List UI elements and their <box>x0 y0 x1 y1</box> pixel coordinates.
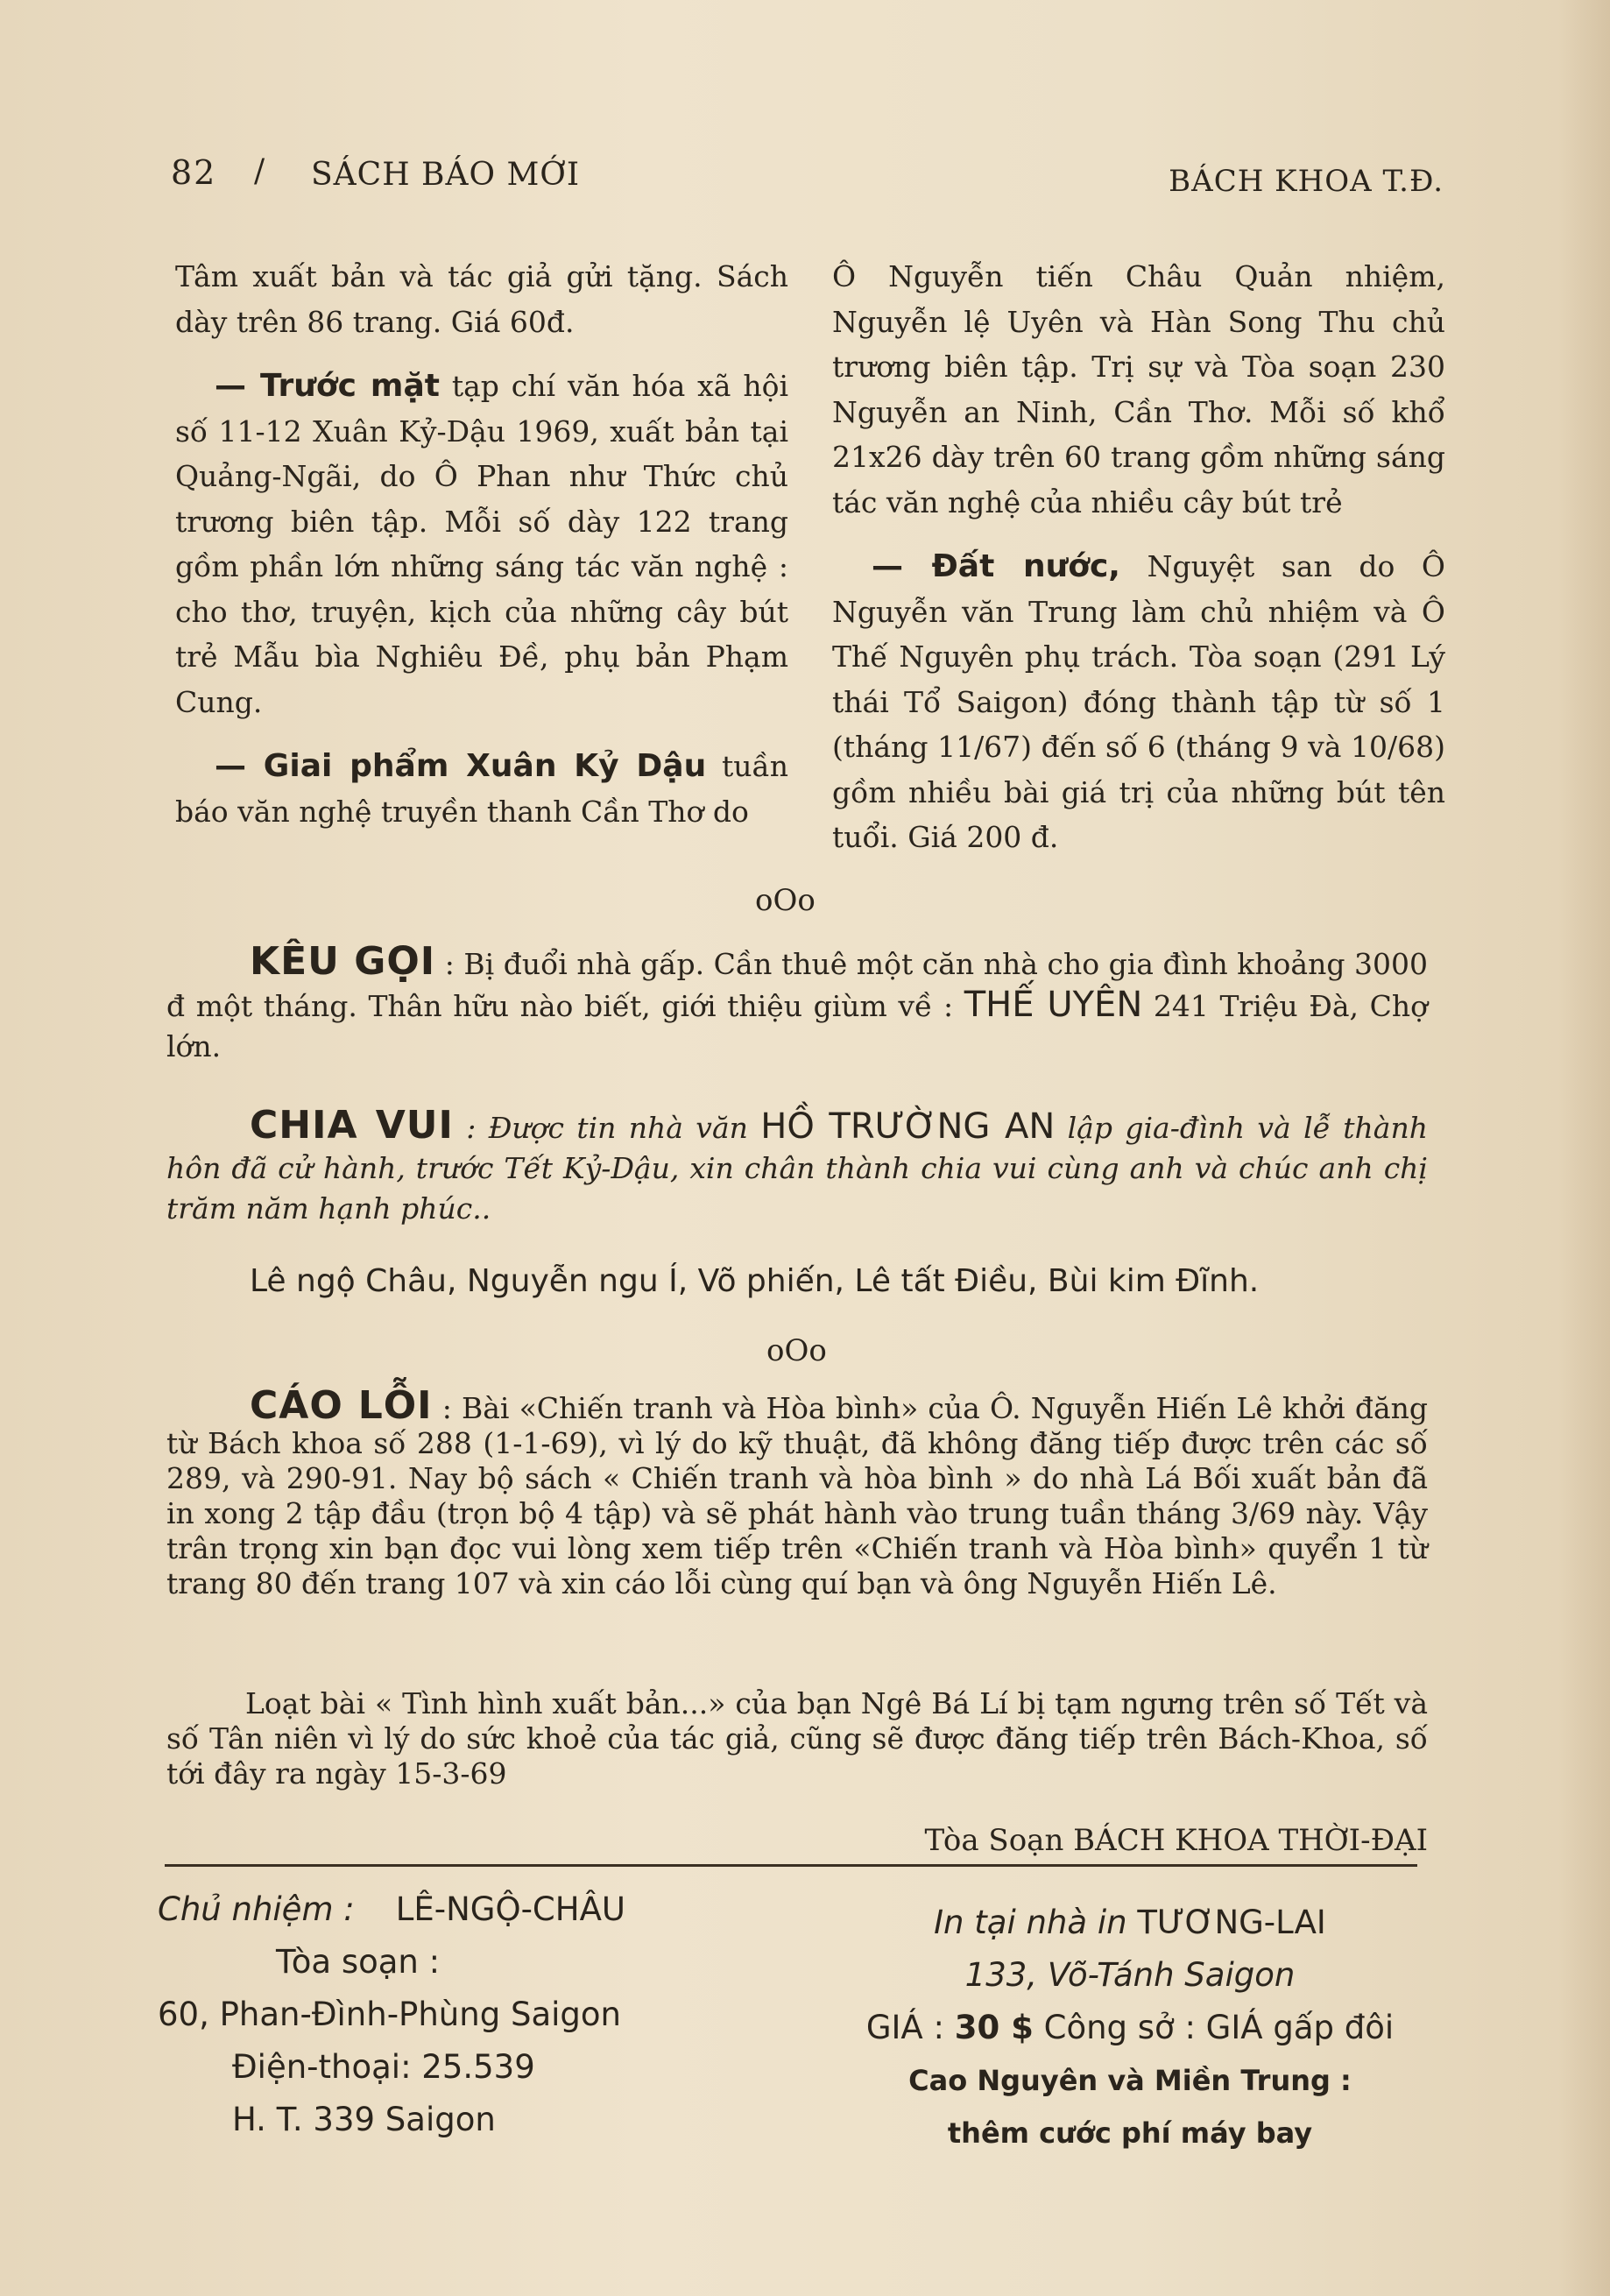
right-paragraph-1: Ô Nguyễn tiến Châu Quản nhiệm, Nguyễn lệ Uyên và Hàn Song Thu chủ trương biên tập. Trị sự và Tòa soạn 230 Nguyễn an Ninh, Cần Thơ. Mỗi số khổ 21x26 dày trên 60 trang gồm những sáng tác văn nghệ của nhiều cây bút trẻ <box>832 259 1445 519</box>
cao-loi-text: : Bài «Chiến tranh và Hòa bình» của Ô. Nguyễn Hiến Lê khởi đăng từ Bách khoa số 288 (1-1-69), vì lý do kỹ thuật, đã không đăng tiếp được trên các số 289, và 290-91. Nay bộ sách « Chiến tranh và hòa bình » do nhà Lá Bối xuất bản đã in xong 2 tập đầu (trọn bộ 4 tập) và sẽ phát hành vào trung tuần tháng 3/69 này. Vậy trân trọng xin bạn đọc vui lòng xem tiếp trên «Chiến tranh và Hòa bình» quyển 1 từ trang 80 đến trang 107 và xin cáo lỗi cùng quí bạn và ông Nguyễn Hiến Lê. <box>166 1391 1428 1600</box>
journal-title: BÁCH KHOA T.Đ. <box>1169 164 1444 199</box>
giai-pham-title: — Giai phẩm Xuân Kỷ Dậu <box>215 748 707 784</box>
printer-name: TƯƠNG-LAI <box>1137 1904 1326 1941</box>
right-column <box>832 254 1445 880</box>
printed-at-label: In tại nhà in <box>934 1904 1127 1941</box>
cao-loi-paragraph-2: Loạt bài « Tình hình xuất bản...» của bạn Ngê Bá Lí bị tạm ngưng trên số Tết và số Tân niên vì lý do sức khoẻ của tác giả, cũng sẽ được đăng tiếp trên Bách-Khoa, số tới đây ra ngày 15-3-69 <box>166 1686 1428 1791</box>
divider-2: oOo <box>766 1333 827 1368</box>
dat-nuoc-text: Nguyệt san do Ô Nguyễn văn Trung làm chủ nhiệm và Ô Thế Nguyên phụ trách. Tòa soạn (291 Lý thái Tổ Saigon) đóng thành tập từ số 1 (tháng 11/67) đến số 6 (tháng 9 và 10/68) gồm nhiều bài giá trị của những bút tên tuổi. Giá 200 đ. <box>832 549 1445 854</box>
giai-pham-text: tuần báo văn nghệ truyền thanh Cần Thơ do <box>175 749 788 829</box>
chia-vui-name: HỒ TRƯỜNG AN <box>760 1106 1056 1147</box>
left-column <box>175 254 788 853</box>
chia-vui-notice <box>166 1103 1428 1229</box>
chia-vui-text-b: lập gia-đình và lễ thành hôn đã cử hành, trước Tết Kỷ-Dậu, xin chân thành chia vui cùng anh và chúc anh chị trăm năm hạnh phúc.. <box>166 1111 1428 1226</box>
chia-vui-text-a: : Được tin nhà văn <box>453 1111 761 1145</box>
printer-address: 133, Võ-Tánh Saigon <box>964 1956 1296 1994</box>
dat-nuoc-title: — Đất nước, <box>872 548 1120 584</box>
phone-number: Điện-thoại: 25.539 <box>232 2048 535 2086</box>
page-number: 82 <box>171 153 217 192</box>
chu-nhiem-line <box>158 1883 771 1936</box>
chia-vui-signers: Lê ngộ Châu, Nguyễn ngu Í, Võ phiến, Lê tất Điều, Bùi kim Đĩnh. <box>250 1263 1260 1299</box>
keu-goi-name: THẾ UYÊN <box>964 985 1143 1025</box>
divider-1: oOo <box>755 883 816 918</box>
toa-soan-label: Tòa soạn : <box>276 1943 441 1981</box>
po-box: H. T. 339 Saigon <box>232 2101 496 2138</box>
office-address: 60, Phan-Đình-Phùng Saigon <box>158 1996 621 2033</box>
footer-right <box>823 1897 1437 2159</box>
chia-vui-label: CHIA VUI <box>250 1103 454 1148</box>
airmail-note: thêm cước phí máy bay <box>947 2116 1313 2150</box>
office-price: Công sở : GIÁ gấp đôi <box>1043 2009 1395 2046</box>
chu-nhiem-name: LÊ-NGỘ-CHÂU <box>395 1890 625 1928</box>
cao-loi-label: CÁO LỖI <box>250 1383 433 1428</box>
printer-line <box>823 1897 1437 1949</box>
header-separator: / <box>254 153 265 189</box>
price-label: GIÁ : <box>865 2009 944 2046</box>
cao-loi-signature: Tòa Soạn BÁCH KHOA THỜI-ĐẠI <box>924 1823 1428 1858</box>
price-value: 30 $ <box>954 2009 1034 2046</box>
cao-loi-notice <box>166 1383 1428 1601</box>
page-header <box>171 153 1444 197</box>
keu-goi-notice <box>166 939 1429 1067</box>
left-paragraph-3 <box>175 744 788 834</box>
keu-goi-address: 241 Triệu Đà, Chợ lớn. <box>166 989 1429 1063</box>
footer-left <box>158 1883 771 2146</box>
left-paragraph-1: Tâm xuất bản và tác giả gửi tặng. Sách dày trên 86 trang. Giá 60đ. <box>175 259 788 339</box>
right-paragraph-2 <box>832 544 1445 860</box>
truoc-mat-title: — Trước mặt <box>215 368 440 404</box>
keu-goi-text: : Bị đuổi nhà gấp. Cần thuê một căn nhà cho gia đình khoảng 3000 đ một tháng. Thân hữu nào biết, giới thiệu giùm về : <box>166 947 1428 1023</box>
truoc-mat-text: tạp chí văn hóa xã hội số 11-12 Xuân Kỷ-Dậu 1969, xuất bản tại Quảng-Ngãi, do Ô Phan như Thức chủ trương biên tập. Mỗi số dày 122 trang gồm phần lớn những sáng tác văn nghệ : cho thơ, truyện, kịch của những cây bút trẻ Mẫu bìa Nghiêu Đề, phụ bản Phạm Cung. <box>175 369 788 719</box>
footer-rule <box>165 1864 1417 1867</box>
price-line <box>823 2002 1437 2054</box>
section-title: SÁCH BÁO MỚI <box>311 157 581 193</box>
keu-goi-label: KÊU GỌI <box>250 939 436 984</box>
region-note: Cao Nguyên và Miền Trung : <box>908 2064 1352 2097</box>
page-edge-shadow <box>1557 0 1610 2296</box>
left-paragraph-2 <box>175 364 788 724</box>
chu-nhiem-label: Chủ nhiệm : <box>158 1890 355 1928</box>
